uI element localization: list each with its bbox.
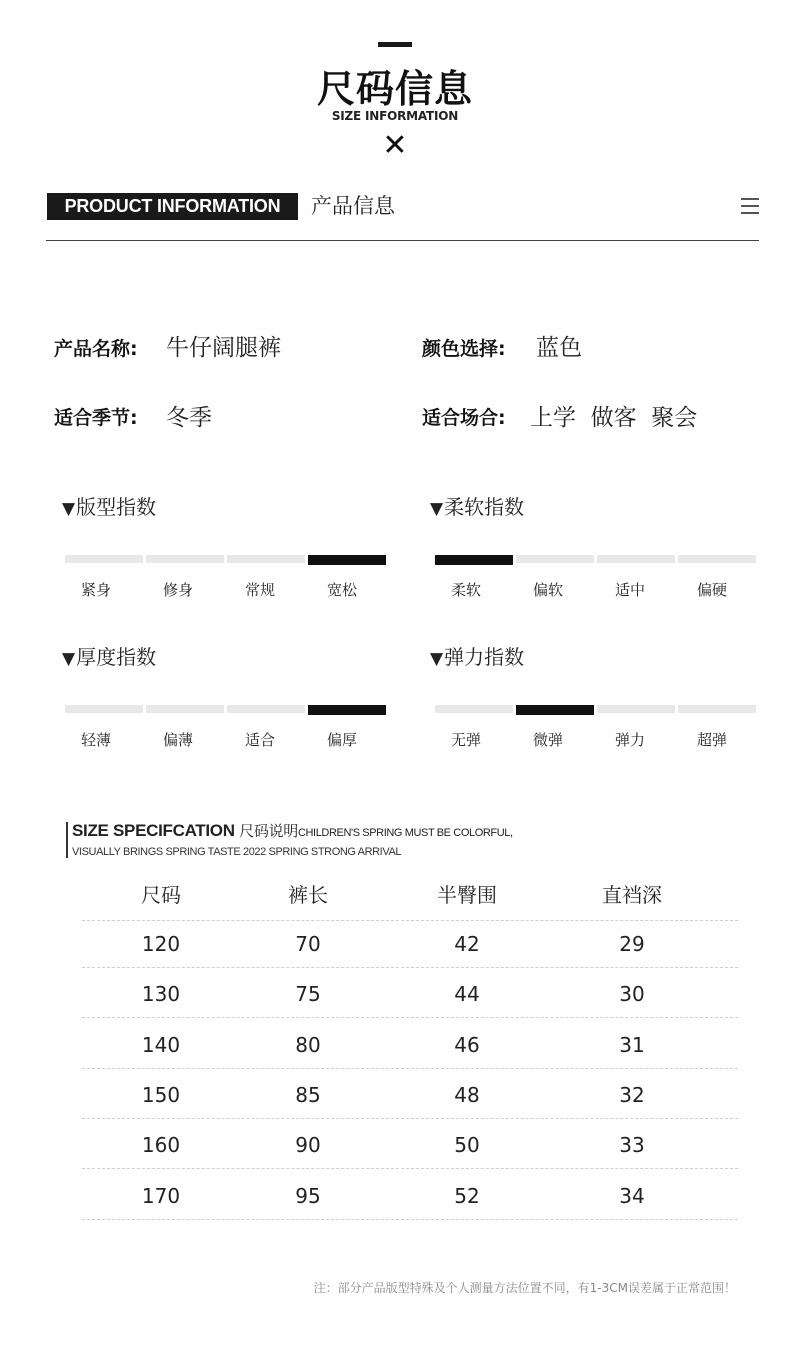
softness-index-title: ▼柔软指数 [430, 495, 525, 519]
triangle-down-icon: ▼ [430, 649, 444, 669]
product-name-value: 牛仔阔腿裤 [166, 335, 281, 361]
stretch-index-title: ▼弹力指数 [430, 645, 525, 669]
table-row-divider [82, 1017, 738, 1018]
scale-option-label: 修身 [162, 581, 193, 599]
scale-segment [597, 705, 675, 713]
table-cell: 80 [295, 1033, 321, 1057]
table-cell: 31 [619, 1033, 645, 1057]
footnote: 注：部分产品版型特殊及个人测量方法位置不同，有1-3CM误差属于正常范围！ [313, 1281, 736, 1295]
table-header-cell: 裤长 [288, 883, 328, 907]
table-row-divider [82, 1168, 738, 1169]
table-row-divider [82, 1118, 738, 1119]
scale-option-label: 超弹 [696, 731, 727, 749]
table-cell: 150 [141, 1083, 181, 1107]
table-cell: 44 [454, 982, 480, 1006]
table-row-divider [82, 1219, 738, 1220]
scale-segment [678, 705, 756, 713]
table-cell: 75 [295, 982, 321, 1006]
scale-segment [678, 555, 756, 563]
table-cell: 30 [619, 982, 645, 1006]
table-cell: 120 [141, 932, 181, 956]
table-cell: 52 [454, 1184, 480, 1208]
table-cell: 140 [141, 1033, 181, 1057]
color-label: 颜色选择: [422, 338, 506, 360]
table-cell: 46 [454, 1033, 480, 1057]
size-spec-title-en: SIZE SPECIFCATION [72, 821, 235, 840]
table-cell: 33 [619, 1133, 645, 1157]
scale-segment [65, 555, 143, 563]
product-info-badge: PRODUCT INFORMATION [47, 193, 298, 220]
scale-option-label: 宽松 [326, 581, 357, 599]
table-cell: 32 [619, 1083, 645, 1107]
thickness-index-title: ▼厚度指数 [62, 645, 157, 669]
color-value: 蓝色 [536, 335, 582, 361]
scale-segment [146, 705, 224, 713]
scale-option-label: 适合 [244, 731, 275, 749]
occasion-value: 上学 做客 聚会 [530, 405, 698, 431]
divider [46, 240, 759, 241]
scale-option-label: 常规 [244, 581, 275, 599]
page-title: 尺码信息 [316, 67, 473, 111]
size-spec-title-cn: 尺码说明 [239, 822, 298, 840]
scale-option-label: 偏软 [532, 581, 563, 599]
scale-option-label: 偏硬 [696, 581, 727, 599]
table-cell: 29 [619, 932, 645, 956]
table-row-divider [82, 967, 738, 968]
hamburger-menu-icon[interactable] [741, 198, 759, 214]
triangle-down-icon: ▼ [62, 499, 76, 519]
season-label: 适合季节: [54, 407, 138, 429]
scale-option-label: 适中 [614, 581, 645, 599]
scale-segment [65, 705, 143, 713]
scale-segment-selected [308, 555, 386, 565]
table-cell: 42 [454, 932, 480, 956]
scale-segment-selected [516, 705, 594, 715]
scale-segment [227, 705, 305, 713]
table-cell: 50 [454, 1133, 480, 1157]
size-spec-subtitle-1: CHILDREN'S SPRING MUST BE COLORFUL, [297, 827, 513, 839]
product-name-label: 产品名称: [54, 338, 138, 360]
page-subtitle: SIZE INFORMATION [331, 109, 459, 123]
size-spec-subtitle-2: VISUALLY BRINGS SPRING TASTE 2022 SPRING STRONG ARRIVAL [72, 846, 402, 858]
spec-accent-bar [66, 822, 68, 858]
table-header-cell: 尺码 [141, 883, 181, 907]
table-cell: 160 [141, 1133, 181, 1157]
table-row-divider [82, 1068, 738, 1069]
thickness-index-scale [65, 705, 385, 755]
scale-option-label: 轻薄 [80, 731, 111, 749]
table-header-cell: 直裆深 [602, 883, 662, 907]
scale-segment-selected [308, 705, 386, 715]
product-info-heading: 产品信息 [311, 194, 395, 218]
softness-index-scale [435, 555, 755, 605]
table-cell: 130 [141, 982, 181, 1006]
table-cell: 70 [295, 932, 321, 956]
fit-index-scale [65, 555, 385, 605]
season-value: 冬季 [166, 405, 212, 431]
triangle-down-icon: ▼ [62, 649, 76, 669]
scale-segment [435, 705, 513, 713]
scale-segment [597, 555, 675, 563]
table-header-cell: 半臀围 [437, 883, 497, 907]
table-cell: 95 [295, 1184, 321, 1208]
triangle-down-icon: ▼ [430, 499, 444, 519]
cross-icon: ✕ [382, 128, 408, 163]
scale-segment [146, 555, 224, 563]
scale-option-label: 偏薄 [162, 731, 193, 749]
table-row-divider [82, 920, 738, 921]
table-cell: 90 [295, 1133, 321, 1157]
fit-index-title: ▼版型指数 [62, 495, 157, 519]
table-cell: 48 [454, 1083, 480, 1107]
table-cell: 34 [619, 1184, 645, 1208]
table-cell: 170 [141, 1184, 181, 1208]
scale-option-label: 偏厚 [326, 731, 357, 749]
scale-option-label: 微弹 [532, 731, 563, 749]
scale-segment [516, 555, 594, 563]
top-dash-decoration [378, 42, 412, 47]
size-spec-title [72, 820, 513, 841]
stretch-index-scale [435, 705, 755, 755]
table-cell: 85 [295, 1083, 321, 1107]
scale-option-label: 无弹 [450, 731, 481, 749]
scale-segment [227, 555, 305, 563]
scale-segment-selected [435, 555, 513, 565]
scale-option-label: 弹力 [614, 731, 645, 749]
scale-option-label: 紧身 [80, 581, 111, 599]
occasion-label: 适合场合: [422, 407, 506, 429]
scale-option-label: 柔软 [450, 581, 481, 599]
